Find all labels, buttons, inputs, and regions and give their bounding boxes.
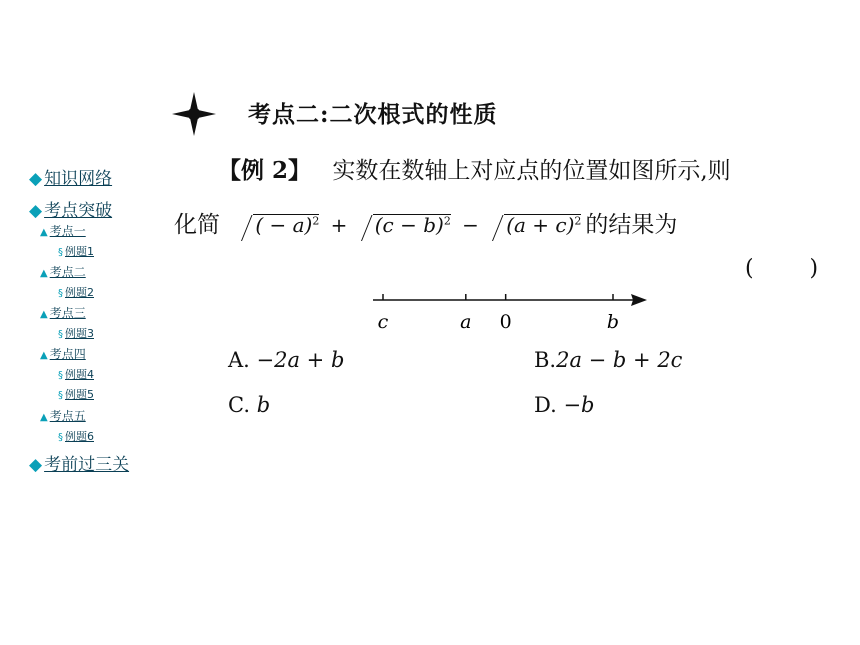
- nav-item-example-1[interactable]: [58, 243, 94, 259]
- section-sign-icon: §: [58, 288, 63, 299]
- nav-item-label: 考点四: [49, 347, 86, 361]
- diamond-icon: ◆: [29, 455, 43, 475]
- nav-item-example-4[interactable]: [58, 366, 94, 382]
- nav-item-example-3[interactable]: [58, 325, 94, 341]
- nav-item-label: 例题1: [65, 245, 94, 258]
- choice-letter: B.: [534, 348, 557, 372]
- nav-item-label: 例题3: [65, 327, 94, 340]
- choice-a[interactable]: [228, 348, 344, 372]
- section-sign-icon: §: [58, 390, 63, 401]
- nav-item-label: 考点一: [49, 224, 86, 238]
- nav-item-label: 知识网络: [44, 169, 113, 189]
- number-line-arrow: [631, 294, 647, 306]
- nav-item-label: 例题6: [65, 430, 94, 443]
- choice-d[interactable]: [534, 393, 595, 417]
- example-stem-line-1: [218, 152, 731, 185]
- triangle-icon: ▲: [40, 412, 48, 423]
- nav-item-point-1[interactable]: [40, 222, 86, 239]
- section-sign-icon: §: [58, 247, 63, 258]
- number-line-label: c: [377, 311, 389, 333]
- nav-item-label: 考点突破: [44, 201, 113, 221]
- section-title: 考点二:二次根式的性质: [248, 101, 498, 128]
- operator-plus: +: [330, 213, 348, 237]
- number-line-label: 0: [499, 311, 512, 333]
- stem-suffix: 的结果为: [585, 212, 678, 238]
- nav-item-label: 例题2: [65, 286, 94, 299]
- choice-c[interactable]: [228, 393, 270, 417]
- choice-letter: A.: [228, 348, 250, 372]
- choice-text: −2a + b: [256, 348, 345, 372]
- choice-b[interactable]: [534, 348, 682, 372]
- nav-item-final-review[interactable]: [29, 450, 129, 475]
- number-line: [365, 288, 655, 334]
- triangle-icon: ▲: [40, 350, 48, 361]
- diamond-icon: ◆: [29, 201, 43, 221]
- radical-1: ( − a)$^2$: [239, 213, 319, 237]
- choice-letter: C.: [228, 393, 250, 417]
- example-stem-line-2: [174, 206, 677, 239]
- nav-item-example-6[interactable]: [58, 428, 94, 444]
- section-sign-icon: §: [58, 329, 63, 340]
- four-point-star-icon: [172, 92, 216, 136]
- choice-letter: D.: [534, 393, 557, 417]
- radical-3: $(a + c)^2$: [490, 213, 581, 237]
- section-sign-icon: §: [58, 370, 63, 381]
- nav-item-label: 例题4: [65, 368, 94, 381]
- nav-item-label: 考点二: [49, 265, 86, 279]
- answer-parentheses: ( ): [745, 256, 819, 281]
- nav-item-example-5[interactable]: [58, 386, 94, 402]
- radical-2: $(c - b)^2$: [359, 213, 451, 237]
- nav-item-point-2[interactable]: [40, 263, 86, 280]
- triangle-icon: ▲: [40, 227, 48, 238]
- example-label: 【例 2】: [218, 157, 312, 184]
- stem-prefix: 化简: [174, 212, 220, 238]
- nav-item-key-points[interactable]: [29, 196, 112, 221]
- operator-minus: −: [462, 213, 479, 237]
- choice-text: b: [256, 393, 271, 417]
- slide-content: [170, 0, 860, 645]
- section-sign-icon: §: [58, 432, 63, 443]
- nav-item-label: 例题5: [65, 388, 94, 401]
- choice-text: −b: [563, 393, 595, 417]
- nav-item-label: 考点三: [49, 306, 86, 320]
- nav-item-knowledge-network[interactable]: [29, 164, 112, 189]
- nav-item-point-3[interactable]: [40, 304, 86, 321]
- nav-item-label: 考前过三关: [44, 455, 130, 475]
- nav-item-label: 考点五: [49, 409, 86, 423]
- example-stem-text: 实数在数轴上对应点的位置如图所示,则: [332, 158, 731, 184]
- nav-item-point-5[interactable]: [40, 407, 86, 424]
- nav-item-point-4[interactable]: [40, 345, 86, 362]
- number-line-label: a: [460, 311, 472, 333]
- choice-text: 2a − b + 2c: [556, 348, 683, 372]
- triangle-icon: ▲: [40, 309, 48, 320]
- diamond-icon: ◆: [29, 169, 43, 189]
- triangle-icon: ▲: [40, 268, 48, 279]
- nav-item-example-2[interactable]: [58, 284, 94, 300]
- number-line-label: b: [606, 311, 620, 333]
- sidebar-navigation: [0, 0, 170, 645]
